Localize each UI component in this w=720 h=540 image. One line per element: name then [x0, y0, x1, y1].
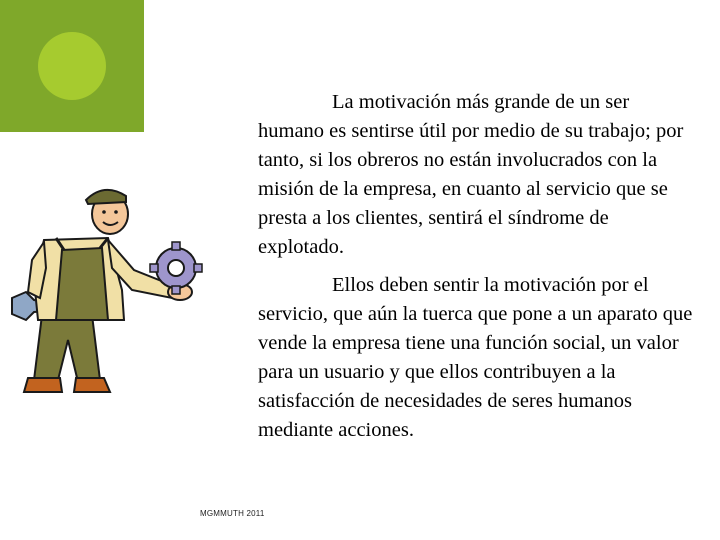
- corner-accent-block: [0, 0, 144, 132]
- worker-with-wrench-and-gear-icon: [4, 180, 214, 395]
- footer-credit: MGMMUTH 2011: [200, 509, 265, 518]
- paragraph-1: La motivación más grande de un ser humano es sentirse útil por medio de su trabajo; por tanto, si los obreros no están involucrados con la misión de la empresa, en cuanto al servicio que se presta a los clientes, sentirá el síndrome de explotado.: [258, 91, 684, 258]
- paragraph-2: Ellos deben sentir la motivación por el servicio, que aún la tuerca que pone a un aparato que vende la empresa tiene una función social, un valor para un usuario y que ellos contribuyen a la satisfacción de necesidades de seres humanos mediante acciones.: [258, 274, 693, 441]
- slide-body: [258, 88, 698, 454]
- corner-accent-circle: [38, 32, 106, 100]
